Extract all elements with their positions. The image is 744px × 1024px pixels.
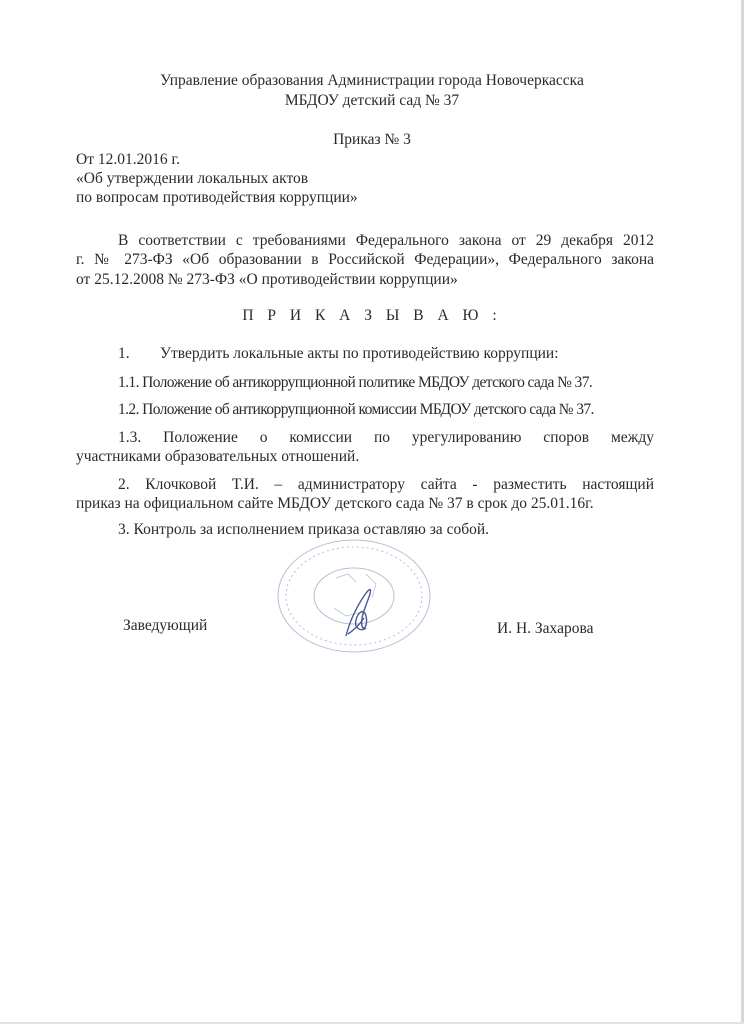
signature-position: Заведующий (123, 617, 208, 634)
item1-number: 1. (118, 345, 130, 362)
header-kindergarten-line: МБДОУ детский сад № 37 (284, 92, 460, 109)
item2-line1: 2. Клочковой Т.И. – администратору сайта - разместить настоящий (118, 476, 654, 493)
order-subject-line1: «Об утверждении локальных актов (76, 170, 309, 187)
preamble-line3: от 25.12.2008 № 273-ФЗ «О противодействии коррупции» (76, 271, 458, 288)
subitem-1-3-line2: участниками образовательных отношений. (76, 448, 360, 465)
preamble-line1: В соответствии с требованиями Федерального закона от 29 декабря 2012 (118, 232, 654, 249)
subitem-1-1: 1.1. Положение об антикоррупционной политике МБДОУ детского сада № 37. (118, 374, 593, 391)
order-title: Приказ № 3 (333, 131, 411, 148)
item2-line2: приказ на официальном сайте МБДОУ детского сада № 37 в срок до 25.01.16г. (76, 495, 594, 512)
header-org-line: Управление образования Администрации города Новочеркасска (160, 72, 584, 89)
item1-text: Утвердить локальные акты по противодействию коррупции: (160, 345, 559, 362)
seal-stamp-with-signature (276, 538, 436, 656)
item3: 3. Контроль за исполнением приказа оставляю за собой. (118, 521, 490, 538)
subitem-1-3-line1: 1.3. Положение о комиссии по урегулированию споров между (118, 429, 654, 446)
preamble-line2: г. № 273-ФЗ «Об образовании в Российской Федерации», Федерального закона (76, 251, 654, 268)
signature-name: И. Н. Захарова (497, 620, 594, 637)
decree-word: П Р И К А З Ы В А Ю : (242, 307, 502, 324)
subitem-1-2: 1.2. Положение об антикоррупционной комиссии МБДОУ детского сада № 37. (118, 401, 594, 418)
order-subject-line2: по вопросам противодействия коррупции» (76, 189, 358, 206)
order-date: От 12.01.2016 г. (76, 151, 180, 168)
seal-icon (278, 540, 430, 652)
